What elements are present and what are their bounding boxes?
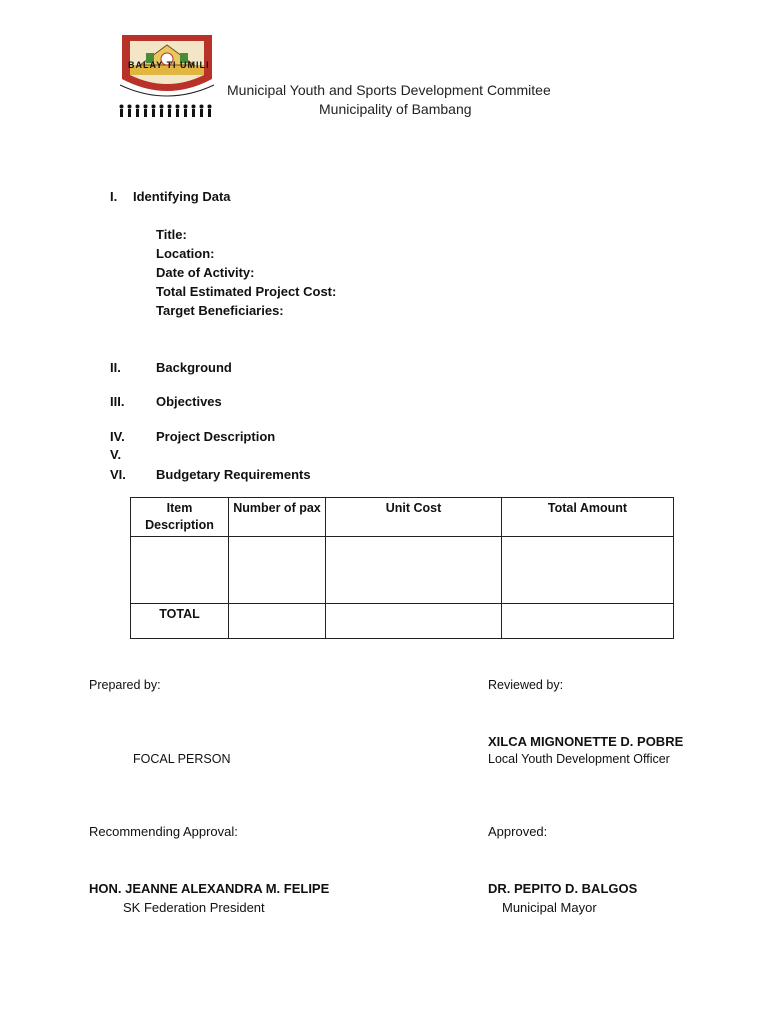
table-cell: [502, 604, 674, 639]
section-3-number: III.: [110, 394, 125, 409]
section-1-title: Identifying Data: [133, 189, 231, 204]
section-6-title: Budgetary Requirements: [156, 467, 311, 482]
reviewer-name: XILCA MIGNONETTE D. POBRE: [488, 734, 684, 749]
table-cell: [326, 604, 502, 639]
municipality-name: Municipality of Bambang: [319, 101, 472, 117]
recommender-role: SK Federation President: [123, 900, 265, 915]
header-item-description: Item Description: [131, 498, 229, 537]
approver-role: Municipal Mayor: [502, 900, 597, 915]
field-cost: Total Estimated Project Cost:: [156, 284, 337, 299]
approver-name: DR. PEPITO D. BALGOS: [488, 881, 638, 896]
total-label: TOTAL: [131, 604, 229, 639]
table-cell: [229, 604, 326, 639]
recommending-approval-label: Recommending Approval:: [89, 824, 238, 839]
reviewed-by-label: Reviewed by:: [488, 678, 564, 692]
prepared-by-label: Prepared by:: [89, 678, 161, 692]
section-2-number: II.: [110, 360, 121, 375]
section-1-number: I.: [110, 189, 118, 204]
table-cell: [131, 537, 229, 604]
field-location: Location:: [156, 246, 215, 261]
section-6-number: VI.: [110, 467, 126, 482]
table-cell: [326, 537, 502, 604]
logo-arc-text: BALAY TI UMILI: [128, 60, 210, 70]
focal-person-role: FOCAL PERSON: [133, 752, 231, 766]
field-title: Title:: [156, 227, 187, 242]
field-date: Date of Activity:: [156, 265, 255, 280]
table-header-row: [131, 498, 674, 537]
budget-table: [130, 497, 674, 639]
section-5-number: V.: [110, 447, 122, 462]
header-unit-cost: Unit Cost: [326, 498, 502, 537]
header-total-amount: Total Amount: [502, 498, 674, 537]
recommender-name: HON. JEANNE ALEXANDRA M. FELIPE: [89, 881, 330, 896]
approved-label: Approved:: [488, 824, 548, 839]
section-4-title: Project Description: [156, 429, 276, 444]
field-beneficiaries: Target Beneficiaries:: [156, 303, 284, 318]
table-cell: [229, 537, 326, 604]
header-number-of-pax: Number of pax: [229, 498, 326, 537]
table-total-row: [131, 604, 674, 639]
section-3-title: Objectives: [156, 394, 222, 409]
section-4-number: IV.: [110, 429, 125, 444]
table-row: [131, 537, 674, 604]
municipal-logo: [116, 31, 218, 121]
section-2-title: Background: [156, 360, 232, 375]
committee-name: Municipal Youth and Sports Development Commitee: [227, 82, 551, 98]
reviewer-role: Local Youth Development Officer: [488, 752, 670, 766]
table-cell: [502, 537, 674, 604]
